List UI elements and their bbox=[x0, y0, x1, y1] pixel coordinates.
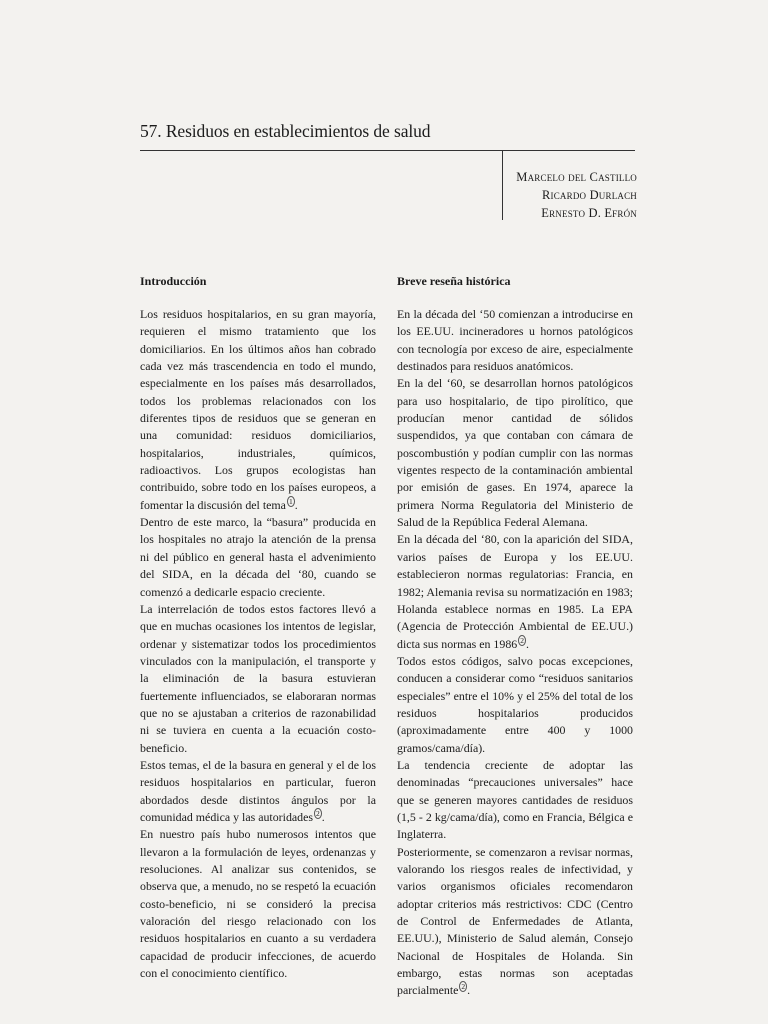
citation-ref: 2 bbox=[316, 809, 320, 818]
title-rule bbox=[140, 150, 635, 151]
paragraph: Estos temas, el de la basura en general y el de los residuos hospitalarios en particular, fueron abordados desde distintos ángulos por la comunidad médica y las autoridades $^2$ . bbox=[140, 757, 376, 824]
paragraph: En nuestro país hubo numerosos intentos que llevaron a la formulación de leyes, ordenanzas y resoluciones. Al analizar sus contenidos, se observa que, a menudo, no se respetó la ecuación costo-beneficio, ni se consideró la precisa valoración del riesgo relacionado con los residuos hospitalarios en cuanto a su verdadera capacidad de producir infecciones, de acuerdo con el conocimiento científico. bbox=[140, 827, 376, 981]
paragraph: En la década del ‘50 comienzan a introducirse en los EE.UU. incineradores u hornos patológicos con tecnología por exceso de aire, especialmente destinados para residuos anatómicos. bbox=[397, 307, 633, 374]
author-list bbox=[397, 168, 637, 222]
paragraph: La tendencia creciente de adoptar las denominadas “precauciones universales” hace que se generen mayores cantidades de residuos (1,5 - 2 kg/cama/día), como en Francia, Bélgica e Inglaterra. bbox=[397, 757, 633, 842]
paragraph: Todos estos códigos, salvo pocas excepciones, conducen a considerar como “residuos sanitarios especiales” entre el 10% y el 25% del total de los residuos hospitalarios producidos (aproximadamente entre 400 y 1000 gramos/cama/día). bbox=[397, 653, 633, 755]
author-name: Ricardo Durlach bbox=[542, 188, 637, 202]
paragraph: La interrelación de todos estos factores llevó a que en muchas ocasiones los intentos de legislar, ordenar y sistematizar todos los procedimientos vinculados con la manipulación, el transporte y la eliminación de la basura estuvieran fuertemente influenciados, se elaboraran normas que no se ajustaban a criterios de razonabilidad ni se tuviera en cuenta a la ecuación costo-beneficio. bbox=[140, 601, 376, 755]
citation-ref: 2 bbox=[461, 982, 466, 992]
paragraph-text: Posteriormente, se comenzaron a revisar normas, valorando los riesgos reales de infectividad, y varios organismos oficiales recomendaron adoptar criterios más restrictivos: CDC (Centro de Control de Enfermedades de Atlanta, EE.UU.), Ministerio de Salud alemán, Consejo Nacional de Hospitales de Holanda. Sin embargo, estas normas son aceptadas parcialmente bbox=[397, 844, 633, 998]
citation-ref: 2 bbox=[520, 635, 524, 645]
author-name: Marcelo del Castillo bbox=[516, 170, 637, 184]
paragraph: Los residuos hospitalarios, en su gran mayoría, requieren el mismo tratamiento que los domiciliarios. En los últimos años han cobrado cada vez más trascendencia en todo el mundo, especialmente en los países más desarrollados, todos los problemas relacionados con los diferentes tipos de residuos que se generan en una comunidad: residuos domiciliarios, hospitalarios, industriales, químicos, radioactivos. Los grupos ecologistas han contribuido, sobre todo en los países europeos, a fomentar la discusión del tema $^1$ . bbox=[140, 307, 376, 512]
paragraph: Posteriormente, se comenzaron a revisar normas, valorando los riesgos reales de infectividad, y varios organismos oficiales recomendaron adoptar criterios más restrictivos: CDC (Centro de Control de Enfermedades de Atlanta, EE.UU.), Ministerio de Salud alemán, Consejo Nacional de Hospitales de Holanda. Sin embargo, estas normas son aceptadas parcialmente $^2$ . bbox=[397, 844, 633, 998]
paragraph-text: Los residuos hospitalarios, en su gran mayoría, requieren el mismo tratamiento que los domiciliarios. En los últimos años han cobrado cada vez más trascendencia en todo el mundo, especialmente en los países más desarrollados, todos los problemas relacionados con los diferentes tipos de residuos que se generan en una comunidad: residuos domiciliarios, hospitalarios, industriales, químicos, radioactivos. Los grupos ecologistas han contribuido, sobre todo en los países europeos, a fomentar la discusión del tema bbox=[140, 307, 376, 512]
paragraph-text: En la década del ‘80, con la aparición del SIDA, varios países de Europa y los EE.UU. establecieron normas regulatorias: Francia, en 1982; Alemania revisa su normatización en 1983; Holanda establece normas en 1985. La EPA (Agencia de Protección Ambiental de EE.UU.) dicta sus normas en 1986 bbox=[397, 532, 633, 651]
paragraph: En la del ‘60, se desarrollan hornos patológicos para uso hospitalario, de tipo pirolítico, que producían menor cantidad de sólidos suspendidos, ya que contaban con cámara de poscombustión y podían cumplir con las normas vigentes respecto de la contaminación ambiental por emisión de gases. En 1974, aparece la primera Norma Regulatoria del Ministerio de Salud de la República Federal Alemana. bbox=[397, 376, 633, 530]
right-column bbox=[397, 274, 633, 1000]
section-heading-introduccion: Introducción bbox=[140, 274, 207, 288]
paragraph: En la década del ‘80, con la aparición del SIDA, varios países de Europa y los EE.UU. establecieron normas regulatorias: Francia, en 1982; Alemania revisa su normatización en 1983; Holanda establece normas en 1985. La EPA (Agencia de Protección Ambiental de EE.UU.) dicta sus normas en 1986 $^2$ . bbox=[397, 532, 633, 651]
paragraph: Dentro de este marco, la “basura” producida en los hospitales no atrajo la atención de la prensa ni del público en general hasta el advenimiento del SIDA, en la década del ‘80, cuando se comenzó a dedicarle espacio creciente. bbox=[140, 515, 376, 599]
paragraph-text: Estos temas, el de la basura en general y el de los residuos hospitalarios en particular, fueron abordados desde distintos ángulos por la comunidad médica y las autoridades bbox=[140, 757, 376, 824]
section-heading-resena-historica: Breve reseña histórica bbox=[397, 274, 511, 288]
left-column bbox=[140, 274, 376, 982]
citation-ref: 1 bbox=[288, 496, 293, 506]
author-name: Ernesto D. Efrón bbox=[541, 206, 637, 220]
chapter-title: 57. Residuos en establecimientos de salud bbox=[140, 121, 431, 141]
